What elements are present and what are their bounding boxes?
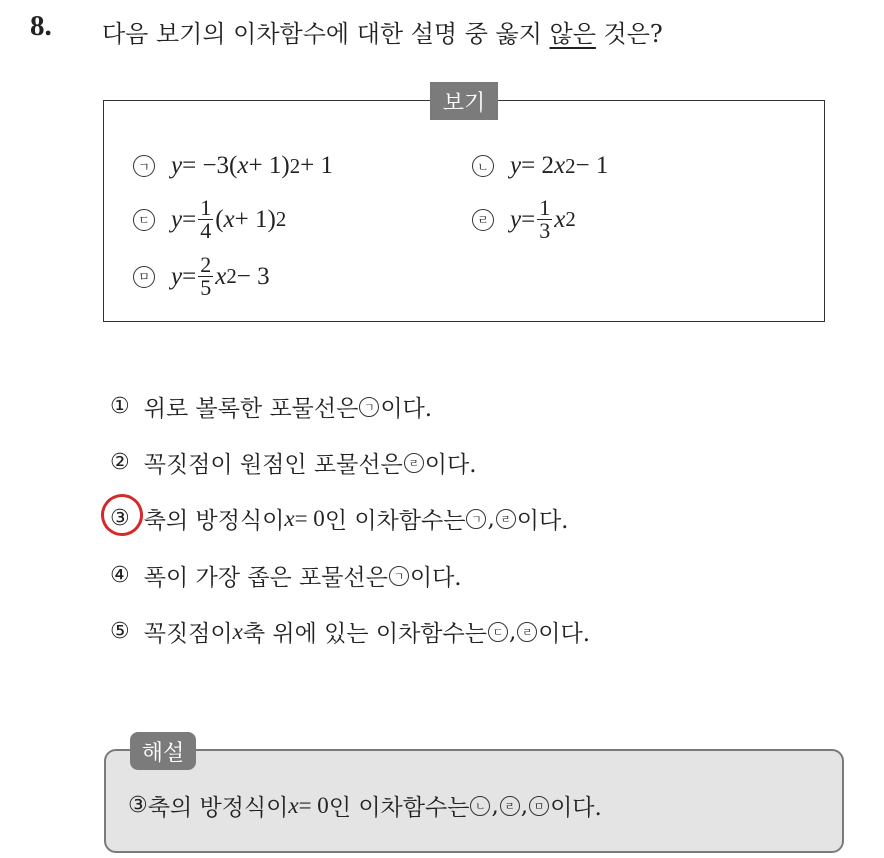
bogi-marker-2: ㄴ: [472, 155, 494, 177]
solution-number: ③: [128, 793, 148, 818]
solution-marker-1: ㄴ: [470, 796, 490, 816]
bogi-item-3-lhs: y: [171, 205, 183, 233]
solution-marker-3: ㅁ: [529, 796, 549, 816]
solution-sep-2: ,: [520, 792, 529, 819]
question-text-after: 것은?: [595, 20, 663, 48]
bogi-item-2-eq: = 2: [521, 152, 554, 179]
bogi-item-1-lhs: y: [171, 152, 183, 179]
option-3-sep: ,: [487, 505, 495, 532]
question-number: 8.: [30, 10, 52, 42]
bogi-marker-5: ㅁ: [133, 266, 155, 288]
bogi-item-4-lhs: y: [510, 205, 522, 233]
bogi-item-3-var: x: [223, 205, 235, 233]
option-2-marker: ㄹ: [404, 453, 424, 473]
fraction-numerator: 2: [200, 252, 212, 277]
option-5[interactable]: [110, 615, 590, 648]
bogi-item-2: [472, 152, 608, 180]
solution-text-2: 인 이차함수는: [328, 795, 470, 821]
option-1[interactable]: [110, 390, 432, 423]
bogi-item-1-eq: = −3(: [182, 152, 238, 179]
option-3-marker-2: ㄹ: [496, 509, 516, 529]
solution-sep-1: ,: [491, 792, 499, 819]
bogi-item-1: [133, 152, 333, 180]
solution-tag: 해설: [130, 732, 196, 770]
option-3-marker-1: ㄱ: [466, 509, 486, 529]
solution-end: 이다.: [550, 795, 602, 821]
bogi-item-3: [133, 197, 286, 242]
option-4-number: ④: [110, 563, 130, 588]
option-5-var: x: [232, 618, 243, 644]
bogi-item-3-rest: + 1): [234, 205, 276, 233]
option-3-text: 축의 방정식이: [143, 508, 285, 534]
option-5-number: ⑤: [110, 619, 130, 644]
option-5-marker-1: ㄷ: [488, 622, 508, 642]
option-2-end: 이다.: [424, 452, 477, 478]
solution-text: [128, 789, 602, 822]
bogi-item-1-rest: + 1): [248, 152, 290, 179]
option-3-text2: 인 이차함수는: [324, 508, 466, 534]
option-3-var: x: [284, 505, 295, 531]
bogi-item-1-sup: 2: [289, 153, 301, 178]
solution-math: = 0: [298, 792, 329, 818]
bogi-item-5-var: x: [215, 262, 227, 290]
option-5-marker-2: ㄹ: [517, 622, 537, 642]
option-4[interactable]: [110, 559, 462, 592]
option-1-number: ①: [110, 394, 130, 419]
bogi-item-5-lhs: y: [171, 262, 183, 290]
bogi-item-1-tail: + 1: [300, 152, 333, 179]
bogi-item-2-lhs: y: [510, 152, 522, 179]
question-underlined: 않은: [549, 20, 596, 48]
bogi-item-3-open: (: [215, 205, 224, 233]
bogi-item-5-eq: =: [182, 262, 197, 290]
bogi-item-4-eq: =: [521, 205, 536, 233]
option-2-number: ②: [110, 450, 130, 475]
option-2-text: 꼭짓점이 원점인 포물선은: [143, 452, 403, 478]
bogi-item-4-fraction: [537, 197, 552, 242]
bogi-item-2-tail: − 1: [575, 152, 609, 179]
fraction-denominator: 5: [200, 275, 212, 300]
option-3-end: 이다.: [516, 508, 569, 534]
bogi-marker-4: ㄹ: [472, 209, 494, 231]
bogi-item-4-var: x: [554, 205, 566, 233]
bogi-item-4-sup: 2: [565, 207, 576, 231]
option-3[interactable]: [110, 502, 569, 535]
bogi-marker-1: ㄱ: [133, 155, 155, 177]
bogi-item-2-sup: 2: [565, 153, 576, 178]
option-1-text: 위로 볼록한 포물선은: [143, 396, 359, 422]
option-1-marker: ㄱ: [359, 397, 379, 417]
question-text: [102, 14, 663, 49]
option-5-sep: ,: [508, 618, 517, 645]
bogi-item-2-var: x: [553, 152, 566, 179]
option-5-text2: 축 위에 있는 이차함수는: [242, 621, 487, 647]
option-5-text: 꼭짓점이: [143, 621, 233, 647]
fraction-denominator: 4: [200, 218, 212, 243]
solution-marker-2: ㄹ: [500, 796, 520, 816]
option-3-number: ③: [110, 506, 130, 531]
question-text-before: 다음 보기의 이차함수에 대한 설명 중 옳지: [102, 20, 550, 48]
option-2[interactable]: [110, 446, 477, 479]
bogi-item-5-tail: − 3: [236, 262, 270, 290]
bogi-item-5: [133, 254, 270, 299]
bogi-tag: 보기: [430, 82, 498, 120]
option-1-end: 이다.: [380, 396, 433, 422]
option-4-text: 폭이 가장 좁은 포물선은: [143, 565, 388, 591]
bogi-item-3-sup: 2: [275, 207, 287, 231]
solution-text-1: 축의 방정식이: [147, 795, 289, 821]
option-4-end: 이다.: [409, 565, 462, 591]
bogi-item-5-fraction: [198, 254, 213, 299]
bogi-item-3-eq: =: [182, 205, 197, 233]
bogi-item-1-var: x: [237, 152, 249, 179]
solution-var: x: [288, 792, 299, 818]
bogi-item-4: [472, 197, 576, 242]
fraction-numerator: 1: [539, 195, 551, 220]
option-5-end: 이다.: [538, 621, 591, 647]
option-4-marker: ㄱ: [389, 566, 409, 586]
bogi-marker-3: ㄷ: [133, 209, 155, 231]
bogi-item-5-sup: 2: [226, 264, 237, 288]
fraction-numerator: 1: [200, 195, 212, 220]
option-3-math: = 0: [294, 505, 325, 531]
fraction-denominator: 3: [539, 218, 551, 243]
bogi-item-3-fraction: [198, 197, 213, 242]
